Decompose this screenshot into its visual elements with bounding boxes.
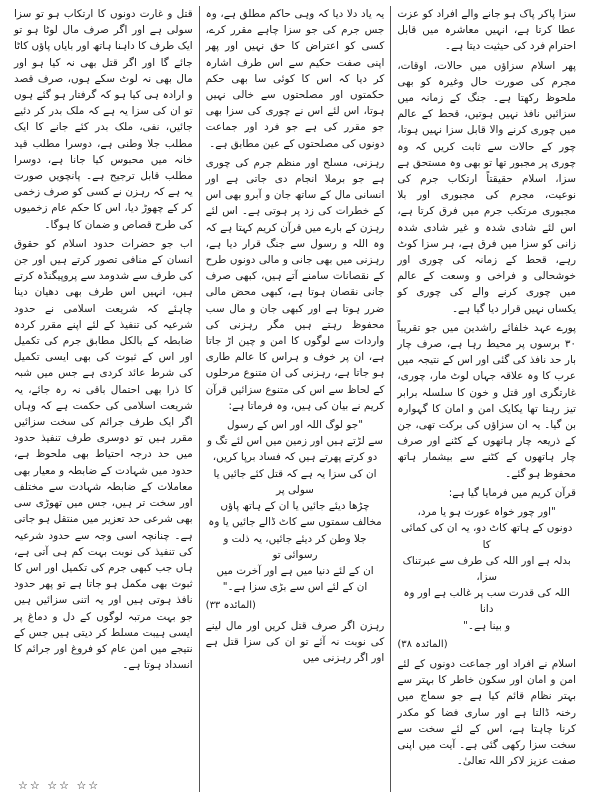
verse-citation: (المائدہ ۳۳) (205, 600, 256, 612)
quote-line: جلا وطن کر دیئے جائیں، یہ ذلت و رسوائی تو (223, 532, 367, 561)
quote-line: ان کے لئے اس سے بڑی سزا ہے۔" (222, 581, 368, 594)
quran-verse-quote (206, 417, 385, 595)
column-left (8, 6, 200, 792)
quote-line: ان کی سزا یہ ہے کہ قتل کئے جائیں یا سولی پر (213, 467, 377, 496)
quote-line: دونوں کے ہاتھ کاٹ دو، یہ ان کی کمائی کا (400, 522, 573, 551)
quote-line: "اور چور خواہ عورت ہو یا مرد، (417, 506, 556, 519)
paragraph: سزا پاکر پاک ہو جانے والے افراد کو عزت عطا کرتا ہے، انہیں معاشرہ میں قابل احترام فرد کی حیثیت دیتا ہے۔ (397, 8, 576, 53)
paragraph: رہزنی، مسلح اور منظم جرم کی چوری ہے جو برملا انجام دی جاتی ہے اور انسانی مال کے ساتھ جان و آبرو بھی اس کے خطرات کی زد پر ہوتی ہے۔ اس لئے رہزن کے بارے میں قرآن کریم کہتا ہے کہ وہ اللہ و رسول سے جنگ قرار دیا ہے، رہزنی میں بھی جانی و مالی دونوں طرح کے نقصانات سامنے آتے ہیں، کبھی صرف جانی نقصان ہوتا ہے، کبھی محض مالی ضرر ہوتا ہے اور کبھی جان و مال سب محفوظ رہتے ہیں مگر رہزنی کی واردات سے لوگوں کا امن و چین اڑ جاتا ہے، ان پر خوف و ہراس کا عالم طاری ہو جاتا ہے، رہزنی کی ان متنوع مرحلوں کے لحاظ سے اس کی متنوع سزائیں قرآن کریم نے بیان کی ہیں، وہ فرماتا ہے: (205, 156, 385, 412)
paragraph: رہزن اگر صرف قتل کریں اور مال لینے کی نوبت نہ آئے تو ان کی سزا قتل ہے اور اگر رہزنی میں (205, 619, 385, 664)
quran-verse-quote (397, 504, 576, 634)
quote-line: چڑھا دیئے جائیں یا ان کے ہاتھ پاؤں (220, 500, 370, 513)
quote-line: بدلہ ہے اور اللہ کی طرف سے عبرتناک سزا، (402, 554, 571, 583)
quote-line: و بینا ہے۔" (463, 619, 511, 632)
quote-line: ان کے لئے دنیا میں ہے اور آخرت میں (216, 564, 374, 577)
verse-citation: (المائدہ ۳۸) (397, 638, 448, 650)
paragraph: اسلام نے افراد اور جماعت دونوں کے لئے امن و امان اور سکون خاطر کا بہتر سے بہتر نظام قائم کیا ہے جو سماج میں رخنہ ڈالتا ہے اور ساری فضا کو مکدر کرنا چاہتا ہے، اس کے لئے سخت سے سخت سزا رکھی گئی ہے۔ آیت میں اپنی صفت عزیز لاکر اللہ تعالیٰ۔ (397, 657, 576, 768)
quote-line: "جو لوگ اللہ اور اس کے رسول (227, 419, 363, 432)
paragraph: قتل و غارت دونوں کا ارتکاب ہو تو سزا سولی ہے اور اگر صرف مال لوٹا ہو تو ایک طرف کا داہنا ہاتھ اور بایاں پاؤں کاٹا جائے گا اور اگر قتل بھی نہ کیا ہو اور مال بھی نہ لوٹ سکے ہوں، صرف قصد و ارادہ ہی کیا ہو کہ گرفتار ہو گئے ہوں تو ان کی سزا یہ ہے کہ ملک بدر کر دئیے جائیں، نفی، ملک بدر کئے جانے کا ایک مطلب جلا وطنی ہے، دوسرا مطلب قید خانہ میں محبوس کیا جانا ہے، دوسرا مطلب قابل ترجیح ہے۔ پانچویں صورت یہ ہے کہ رہزن نے کسی کو صرف زخمی کر کے چھوڑ دیا، اس کا حکم عام زخمیوں کی طرح قصاص و ضمان کا ہوگا۔ (13, 8, 193, 231)
paragraph: پھر اسلام سزاؤں میں حالات، اوقات، مجرم کی صورت حال وغیرہ کو بھی ملحوظ رکھتا ہے۔ جنگ کے زمانہ میں سزائیں نافذ نہیں ہوتیں، قحط کے عالم میں چوری کرنے والا قابل سزا نہیں ہوتا، چور کے حالات سے ثابت کریں کہ وہ چوری پر مجبور تھا تو بھی وہ مستحق ہے سزا، اسلام حقیقتاً ارتکاب جرم کی نوعیت، مجرم کی مجبوری اور بلا مجبوری مرتکب جرم میں فرق کرتا ہے، اس لئے شادی شدہ و غیر شادی شدہ زانی کو سزا میں فرق ہے، ہر سزا کوٹ رہے، قحط کے زمانہ کی چوری اور خوشحالی و فراخی و وسعت کے عالم میں چوری کرنے والے کی چوری کو یکساں نہیں قرار دیا گیا ہے۔ (397, 59, 576, 315)
column-right (391, 6, 582, 792)
paragraph: اب جو حضرات حدود اسلام کو حقوق انسان کے منافی تصور کرتے ہیں اور جن کی طرف سے شدومد سے پروپیگنڈہ کرتے ہیں، انہیں اس طرف بھی دھیان دینا چاہئے کہ شریعت اسلامی نے حدود شرعیہ کی تنفیذ کے لئے اپنے مقرر کردہ ضابطہ کے بالکل مطابق جرم کی تکمیل اور اس کے ثبوت کی بھی ایسی تکمیل کی شرط عائد کردی ہے جس میں شبہ کا ذرا بھی احتمال باقی نہ رہ جائے، یہ شریعت اسلامی کی حکمت ہے کہ وہاں اگر ایک طرف جرائم کی سخت سزائیں مقرر ہیں تو دوسری طرف تنفیذ حدود میں حد درجہ احتیاط بھی ملحوظ ہے، حدود میں شہادت کے ضابطہ و معیار بھی معاملات کے ضابطہ شہادت سے مختلف اور سخت تر ہیں، جس میں تھوڑی سی بھی شرعی حد تعزیر میں منتقل ہو جاتی ہے۔ چنانچہ اسی وجہ سے حدود شرعیہ کی تنفیذ کی نوبت بہت کم ہی آتی ہے، ہاں جب کبھی جرم کی تکمیل اور اس کا ثبوت بھی مکمل ہو جاتا ہے تو پھر حدود نافذ ہوتی ہیں اور یہ اتنی سزائیں ہیں جو بہت مرتبہ لوگوں کے دل و دماغ پر ایسی ہیبت مسلط کر دیتی ہیں جس کے نتیجے میں امن عام کو فروغ اور جرائم کا انسداد ہوتا ہے۔ (13, 237, 193, 672)
column-middle (200, 6, 392, 792)
quote-line: مخالف سمتوں سے کاٹ ڈالے جائیں یا وہ (208, 516, 382, 529)
paragraph: یہ یاد دلا دیا کہ وہی حاکم مطلق ہے، وہ جس جرم کی جو سزا چاہے مقرر کرے، کسی کو اعتراض کا حق نہیں اور پھر اپنی صفت حکیم سے اس طرف اشارہ کر دیا کہ اس کا کوئی سا بھی حکم حکمتوں اور مصلحتوں سے خالی نہیں ہوتا، اس لئے اس نے چوری کی سزا بھی جو مقرر کی ہے جو فرد اور جماعت دونوں کی مصلحتوں کے عین مطابق ہے۔ (205, 8, 385, 150)
quote-line: اللہ کی قدرت سب پر غالب ہے اور وہ دانا (403, 587, 570, 616)
quote-line: سے لڑتے ہیں اور زمین میں اس لئے تگ و (207, 435, 383, 448)
end-stars: ☆☆ ☆☆ ☆☆ (18, 779, 101, 792)
paragraph: پورے عہد خلفائے راشدین میں جو تقریباً ۳۰ برسوں پر محیط رہا ہے، صرف چار بار حد نافذ کی گئی اور اس کے نتیجہ میں عرب کا وہ علاقہ جہاں لوٹ مار، چوری، غارتگری اور قتل و خون کا سلسلہ برابر تیز رہتا تھا یکایک امن و امان کا گہوارہ بن گیا۔ یہ ان سزاؤں کی برکت تھی، جن کے ذریعہ چار ہاتھوں کے کٹنے اور صرف چار ہاتھوں کے کٹنے سے بیشمار ہاتھ محفوظ ہو گئے۔ (397, 321, 576, 480)
quote-line: دو کرتے پھرتے ہیں کہ فساد برپا کریں، (212, 451, 378, 464)
paragraph: قرآن کریم میں فرمایا گیا ہے: (448, 486, 576, 499)
